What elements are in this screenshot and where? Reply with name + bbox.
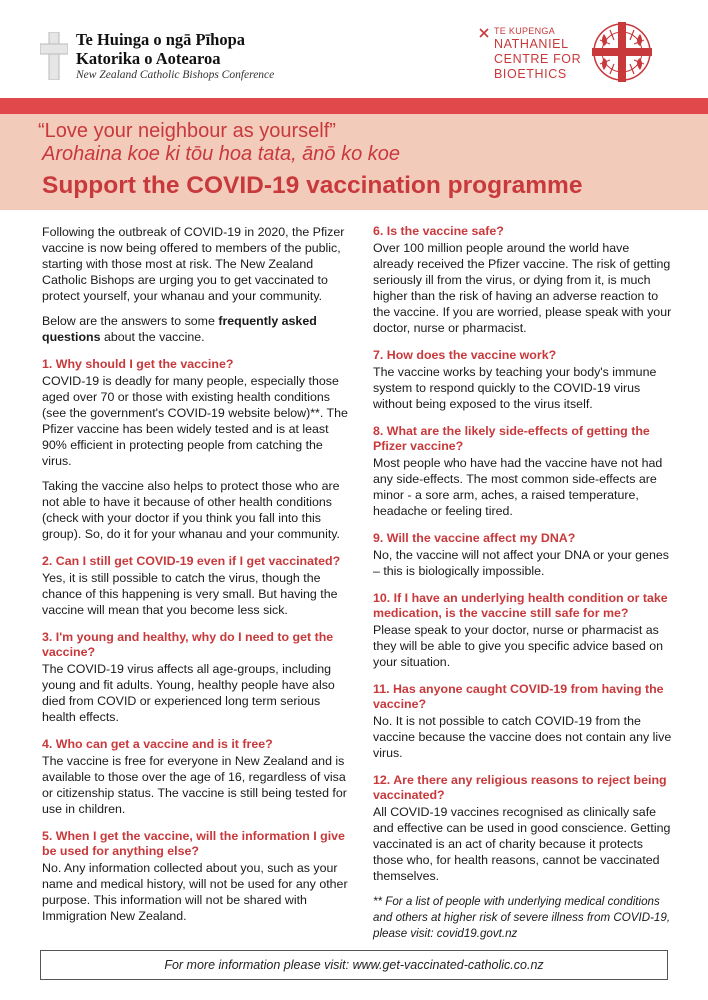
left-column: [42, 224, 348, 933]
cross-icon: [40, 32, 68, 80]
page-header: [0, 0, 708, 100]
faq-question-9: 9. Will the vaccine affect my DNA?: [373, 531, 576, 545]
quote-maori: Arohaina koe ki tōu hoa tata, ānō ko koe: [42, 143, 401, 165]
faq-answer-11: No. It is not possible to catch COVID-19 from the vaccine because the vaccine does not contain any live virus.: [373, 714, 672, 760]
faq-question-10: 10. If I have an underlying health condition or take medication, is the vaccine still safe for me?: [373, 591, 668, 620]
footer-link-text[interactable]: For more information please visit: www.get-vaccinated-catholic.co.nz: [164, 958, 544, 972]
faq-answer-9: No, the vaccine will not affect your DNA or your genes – this is biologically impossible.: [373, 548, 669, 578]
faq-answer-5: No. Any information collected about you, such as your name and medical history, will not be used for any other purpose. This information will not be shared with Immigration New Zealand.: [42, 861, 348, 923]
faq-answer-6: Over 100 million people around the world have already received the Pfizer vaccine. The risk of getting seriously ill from the virus, or dying from it, is much higher than the risk of having an adverse reaction to the vaccine. If you are worried, please speak with your doctor, nurse or pharmacist.: [373, 241, 672, 335]
nathaniel-line-2: CENTRE FOR: [494, 52, 582, 66]
faq-answer-3: The COVID-19 virus affects all age-groups, including young and fit adults. Young, healthy people have also died from COVID or experienced long term serious health effects.: [42, 662, 335, 724]
faq-answer-10: Please speak to your doctor, nurse or pharmacist as they will be able to give you specific advice based on your situation.: [373, 623, 663, 669]
faq-answer-8: Most people who have had the vaccine have not had any side-effects. The most common side-effects are minor - a sore arm, aches, a raised temperature, headache or feeling tired.: [373, 456, 663, 518]
faq-question-8: 8. What are the likely side-effects of getting the Pfizer vaccine?: [373, 424, 650, 453]
faq-question-7: 7. How does the vaccine work?: [373, 348, 557, 362]
faq-question-2: 2. Can I still get COVID-19 even if I get vaccinated?: [42, 554, 341, 568]
footer-box: [40, 950, 668, 980]
faq-question-5: 5. When I get the vaccine, will the information I give be used for anything else?: [42, 829, 345, 858]
faq-answer-4: The vaccine is free for everyone in New Zealand and is available to those over the age of 16, regardless of visa or citizenship status. The vaccine is still being tested for use in children.: [42, 754, 347, 816]
bishops-conference-logo: [40, 30, 274, 83]
faq-answer-12: All COVID-19 vaccines recognised as clinically safe and effective can be used in good conscience. Getting vaccinated is an act of charity because it protects those who, for health reasons, cannot be vaccinated themselves.: [373, 805, 671, 883]
faq-question-6: 6. Is the vaccine safe?: [373, 224, 504, 238]
faq-answer-1a: COVID-19 is deadly for many people, especially those aged over 70 or those with existing health conditions (see the government's COVID-19 website below)**. The Pfizer vaccine has been widely tested and is at least 90% efficient in protecting people from catching the virus.: [42, 374, 348, 468]
faq-answer-7: The vaccine works by teaching your body's immune system to respond quickly to the COVID-19 virus without being exposed to the virus itself.: [373, 365, 657, 411]
faq-question-11: 11. Has anyone caught COVID-19 from having the vaccine?: [373, 682, 664, 711]
faq-question-3: 3. I'm young and healthy, why do I need to get the vaccine?: [42, 630, 334, 659]
bishops-name-maori-2: Katorika o Aotearoa: [76, 49, 221, 68]
bioethics-emblem-icon: [590, 20, 654, 84]
nathaniel-te-kupenga: TE KUPENGA: [494, 26, 556, 36]
bishops-name-english: New Zealand Catholic Bishops Conference: [76, 69, 275, 81]
cross-mark-icon: [478, 27, 490, 39]
intro-faq-paragraph: Below are the answers to some frequently asked questions about the vaccine.: [42, 314, 317, 344]
faq-answer-2: Yes, it is still possible to catch the virus, though the chance of this happening is very small. But having the vaccine will mean that you become less sick.: [42, 571, 338, 617]
nathaniel-line-3: BIOETHICS: [494, 67, 567, 81]
faq-question-1: 1. Why should I get the vaccine?: [42, 357, 234, 371]
nathaniel-centre-logo: [478, 26, 581, 82]
faq-question-12: 12. Are there any religious reasons to reject being vaccinated?: [373, 773, 667, 802]
faq-answer-1b: Taking the vaccine also helps to protect those who are not able to have it because of other health conditions (check with your doctor if you think you fall into this group). So, do it for your whanau and your community.: [42, 479, 340, 541]
right-column: [373, 224, 673, 951]
quote-english: “Love your neighbour as yourself”: [38, 120, 336, 142]
footnote: ** For a list of people with underlying medical conditions and others at higher risk of severe illness from COVID-19, please visit: covid19.govt.nz: [373, 895, 671, 940]
intro-paragraph: Following the outbreak of COVID-19 in 2020, the Pfizer vaccine is now being offered to members of the public, starting with those most at risk. The New Zealand Catholic Bishops are urging you to get vaccinated to protect yourself, your whanau and your community.: [42, 225, 345, 303]
header-red-band: [0, 98, 708, 114]
faq-question-4: 4. Who can get a vaccine and is it free?: [42, 737, 273, 751]
nathaniel-line-1: NATHANIEL: [494, 37, 569, 51]
page-title: Support the COVID-19 vaccination programme: [42, 172, 583, 199]
bishops-name-maori-1: Te Huinga o ngā Pīhopa: [76, 30, 246, 49]
